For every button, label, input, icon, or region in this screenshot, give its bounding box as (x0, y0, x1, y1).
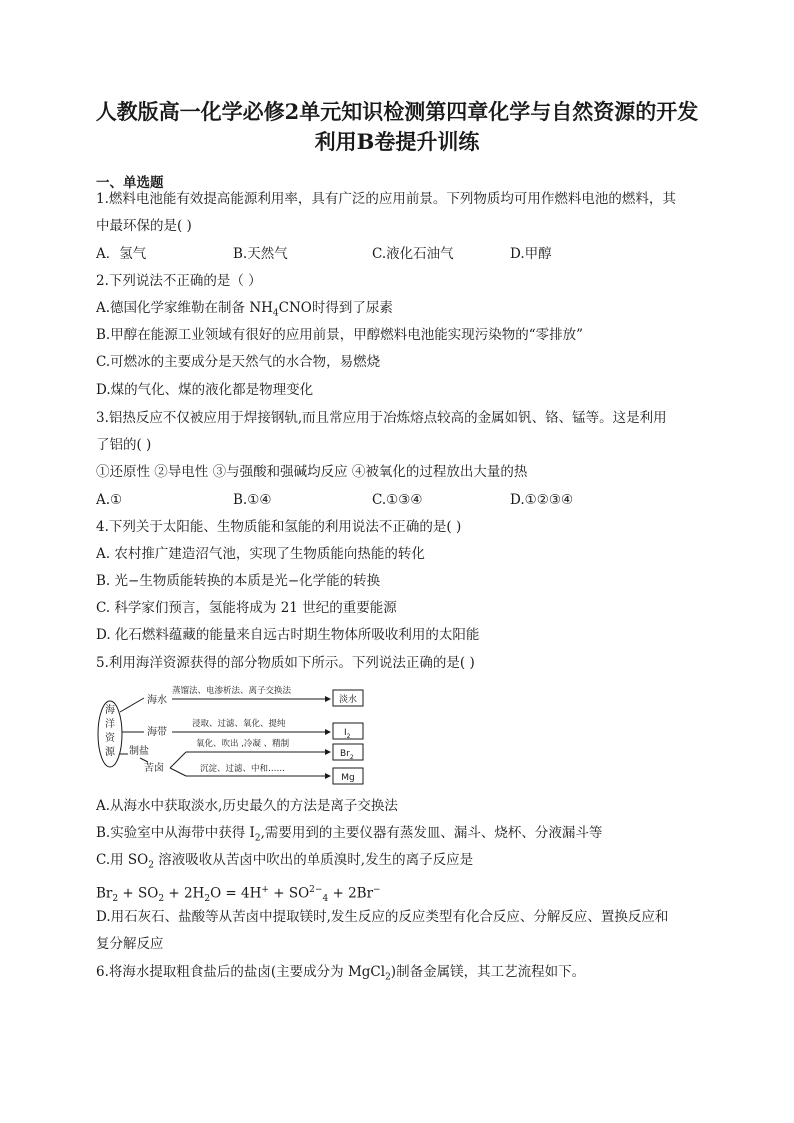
q4-option-b: B. 光−生物质能转换的本质是光−化学能的转换 (96, 573, 381, 589)
source-char-2: 洋 (105, 719, 115, 730)
q4-option-c: C. 科学家们预言，氢能将成为 21 世纪的重要能源 (96, 600, 397, 616)
q5-option-d-line-1: D.用石灰石、盐酸等从苦卤中提取镁时,发生反应的反应类型有化合反应、分解反应、置换反应和 (96, 909, 669, 925)
page-title-line-1: 人教版高一化学必修2单元知识检测第四章化学与自然资源的开发 (95, 99, 699, 124)
brine-label: 苦卤 (144, 763, 164, 774)
q1-option-b: B.天然气 (233, 246, 288, 262)
output-water: 淡水 (338, 695, 358, 705)
q3-option-a: A.① (96, 492, 123, 508)
q5-stem: 5.利用海洋资源获得的部分物质如下所示。下列说法正确的是( ) (96, 655, 475, 671)
q1-option-c: C.液化石油气 (372, 246, 454, 262)
salt-label: 制盐 (129, 746, 149, 757)
q2-stem: 2.下列说法不正确的是（ ） (96, 273, 262, 289)
process-bromine: 氧化、吹出 ,冷凝 、精制 (196, 739, 290, 749)
q1-stem-line-2: 中最环保的是( ) (96, 218, 192, 234)
q3-items: ①还原性 ②导电性 ③与强酸和强碱均反应 ④被氧化的过程放出大量的热 (96, 464, 528, 480)
page-title-line-2: 利用B卷提升训练 (314, 129, 480, 154)
kelp-label: 海带 (147, 727, 167, 738)
q1-stem-line-1: 1.燃料电池能有效提高能源利用率，具有广泛的应用前景。下列物质均可用作燃料电池的燃料，其 (96, 191, 676, 207)
branch-seawater (120, 698, 144, 712)
brine-fork-down (170, 768, 186, 776)
ocean-resources-flow-diagram (96, 682, 378, 790)
q3-option-b: B.①④ (233, 492, 272, 508)
q5-option-b: B.实验室中从海带中获得 $I_2$,需要用到的主要仪器有蒸发皿、漏斗、烧杯、分液漏斗等 (96, 825, 603, 844)
section-heading: 一、单选题 (96, 175, 164, 191)
process-iodine: 浸取、过滤、氧化、提纯 (192, 719, 286, 729)
q3-stem-line-2: 了铝的( ) (96, 437, 152, 453)
q2-option-d: D.煤的气化、煤的液化都是物理变化 (96, 382, 314, 398)
q4-option-a: A. 农村推广建造沼气池，实现了生物质能向热能的转化 (96, 546, 425, 562)
q3-option-c: C.①③④ (372, 492, 423, 508)
q1-option-d: D.甲醇 (510, 246, 552, 262)
q5-option-c: C.用 $SO_2$ 溶液吸收从苦卤中吹出的单质溴时,发生的离子反应是 (96, 852, 474, 871)
process-mg: 沉淀、过滤、中和…… (200, 764, 286, 774)
q2-option-a: A.德国化学家维勒在制备 $NH_4CNO$时得到了尿素 (96, 300, 393, 319)
source-char-3: 资 (105, 733, 115, 744)
q5-option-d-line-2: 复分解反应 (96, 936, 164, 952)
salt-to-brine (140, 758, 148, 762)
output-iodine: $I_2$ (344, 728, 351, 740)
q3-stem-line-1: 3.铝热反应不仅被应用于焊接钢轨,而且常应用于冶炼熔点较高的金属如钒、铬、锰等。这是利用 (96, 410, 667, 426)
q2-option-c: C.可燃冰的主要成分是天然气的水合物，易燃烧 (96, 354, 381, 370)
q4-option-d: D. 化石燃料蕴藏的能量来自远古时期生物体所吸收利用的太阳能 (96, 627, 480, 643)
output-mg: Mg (341, 773, 355, 783)
q3-option-d: D.①②③④ (510, 492, 574, 508)
process-water: 蒸馏法、电渗析法、离子交换法 (172, 686, 292, 696)
q1-option-a: A．氢气 (96, 246, 147, 262)
brine-fork-up (170, 752, 186, 768)
q5-option-a: A.从海水中获取淡水,历史最久的方法是离子交换法 (96, 798, 398, 814)
q4-stem: 4.下列关于太阳能、生物质能和氢能的利用说法不正确的是( ) (96, 519, 462, 535)
q6-stem: 6.将海水提取粗食盐后的盐卤(主要成分为 MgCl$_2$)制备金属镁，其工艺流程如下。 (96, 964, 586, 983)
seawater-label: 海水 (147, 695, 167, 706)
q2-option-b: B.甲醇在能源工业领域有很好的应用前景，甲醇燃料电池能实现污染物的“零排放” (96, 327, 584, 343)
ionic-equation: $Br_2 + SO_2 + 2H_2O = 4H^+ + SO^{2-}_4 + 2Br^-$ (96, 885, 381, 905)
output-bromine: $Br_2$ (340, 749, 354, 761)
source-char-4: 源 (105, 747, 115, 758)
source-char-1: 海 (105, 705, 115, 716)
